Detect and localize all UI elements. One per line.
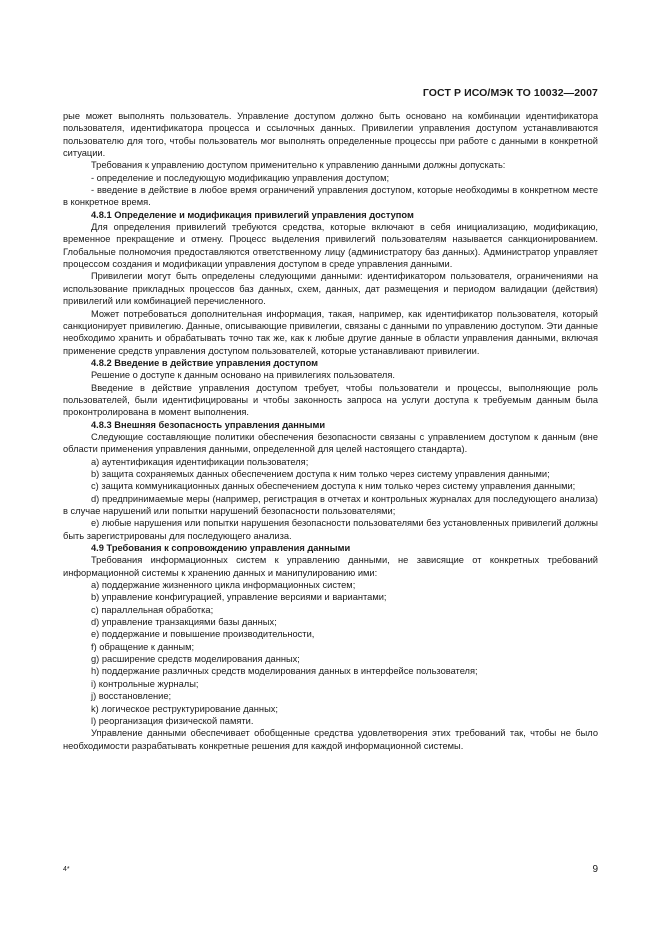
list-item: a) аутентификация идентификации пользователя; [91, 456, 309, 467]
paragraph: Требования к управлению доступом применительно к управлению данными должны допускать: [91, 160, 506, 171]
paragraph: Может потребоваться дополнительная информация, такая, например, как идентификатор пользователя, который санкционирует привилегию. Данные, описывающие привилегии, связаны с данными по управлению доступом. Эти данные необходимо хранить и обрабатывать точно так же, как к любые другие данные в области управления данными, включая применение средств управления доступом пользователей, которые устанавливают привилегии. [63, 308, 598, 356]
list-item: e) поддержание и повышение производительности, [91, 629, 315, 640]
list-item: c) параллельная обработка; [91, 604, 214, 615]
list-item: d) управление транзакциями базы данных; [91, 617, 277, 628]
paragraph: Привилегии могут быть определены следующими данными: идентификатором пользователя, ограничениями на использование прикладных процессов баз данных, схем, данных, дат размещения и периодом валидации (действия) привилегий или комбинацией перечисленного. [63, 271, 598, 307]
section-heading: 4.8.3 Внешняя безопасность управления данными [91, 419, 326, 430]
document-header: ГОСТ Р ИСО/МЭК ТО 10032—2007 [422, 87, 598, 99]
paragraph: Для определения привилегий требуются средства, которые включают в себя инициализацию, модификацию, временное прекращение и отмену. Процесс выделения привилегий пользователям называется санкционированием. Глобальные полномочия предоставляются ответственному лицу (администратору баз данных). Администратор управляет процессом создания и модификации управления доступом в среде управления данными. [63, 222, 598, 270]
list-item: i) контрольные журналы; [91, 678, 199, 689]
sheet-mark: 4* [63, 866, 70, 873]
list-item: d) предпринимаемые меры (например, регистрация в отчетах и контрольных журналах для последующего анализа) в случае нарушений или попытки нарушений безопасности пользователями; [63, 493, 598, 516]
paragraph: Введение в действие управления доступом требует, чтобы пользователи и процессы, выполняющие роль пользователей, были идентифицированы и чтобы законность запроса на услуги доступа к требуемым данным была проконтролирована в момент выполнения. [63, 382, 598, 418]
list-item: - введение в действие в любое время ограничений управления доступом, которые необходимы в конкретном месте в конкретное время. [63, 185, 598, 208]
list-item: a) поддержание жизненного цикла информационных систем; [91, 580, 356, 591]
list-item: c) защита коммуникационных данных обеспечением доступа к ним только через систему управления данными; [91, 481, 576, 492]
list-item: g) расширение средств моделирования данных; [91, 654, 300, 665]
paragraph: Требования информационных систем к управлению данными, не зависящие от конкретных требований информационной системы к хранению данных и манипулированию ими: [63, 555, 598, 578]
list-item: - определение и последующую модификацию управления доступом; [91, 172, 390, 183]
document-body [63, 110, 598, 752]
section-heading: 4.8.1 Определение и модификация привилегий управления доступом [91, 209, 414, 220]
paragraph: Управление данными обеспечивает обобщенные средства удовлетворения этих требований так, чтобы не было необходимости разрабатывать конкретные решения для каждой информационной системы. [63, 728, 598, 751]
list-item: k) логическое реструктурирование данных; [91, 703, 278, 714]
section-heading: 4.8.2 Введение в действие управления доступом [91, 357, 319, 368]
list-item: b) защита сохраняемых данных обеспечением доступа к ним только через систему управления данными; [91, 468, 550, 479]
paragraph: Следующие составляющие политики обеспечения безопасности связаны с управлением доступом к данным (вне области применения управления данными, определенной для целей настоящего стандарта). [63, 431, 598, 455]
page-number: 9 [592, 864, 598, 875]
list-item: j) восстановление; [91, 691, 172, 702]
section-heading: 4.9 Требования к сопровождению управления данными [91, 543, 351, 554]
list-item: e) любые нарушения или попытки нарушения безопасности пользователями без установленных привилегий должны быть зарегистрированы для последующего анализа. [63, 518, 598, 541]
list-item: f) обращение к данным; [91, 641, 195, 652]
list-item: l) реорганизация физической памяти. [91, 715, 254, 726]
paragraph: рые может выполнять пользователь. Управление доступом должно быть основано на комбинации идентификатора пользователя, идентификатора процесса и ссылочных данных. Привилегии управления доступом устанавливаются пользователю для того, чтобы пользователь мог выполнять определенные процессы при работе с данными в конкретной ситуации. [63, 111, 598, 159]
list-item: h) поддержание различных средств моделирования данных в интерфейсе пользователя; [91, 666, 478, 677]
paragraph: Решение о доступе к данным основано на привилегиях пользователя. [91, 370, 395, 381]
list-item: b) управление конфигурацией, управление версиями и вариантами; [91, 592, 387, 603]
